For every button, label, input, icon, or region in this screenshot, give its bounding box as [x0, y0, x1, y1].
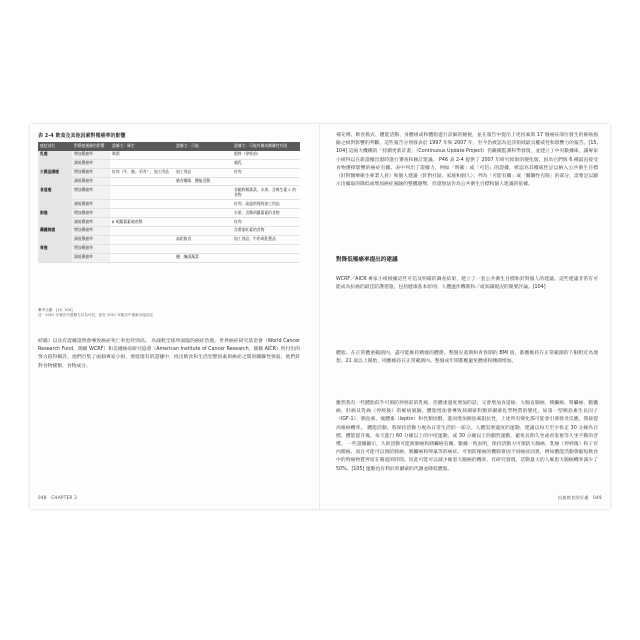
table-cell: 乳癌: [38, 151, 72, 159]
table-cell: [174, 151, 232, 159]
table-cell: 哺乳: [232, 159, 300, 168]
table-cell: 增加罹癌率: [72, 226, 110, 235]
table-cell: 膳食纖維、體能活動: [174, 177, 232, 186]
table-row: [38, 159, 300, 168]
header-evidence-limited: 證據力：可能有關或關聯性有限: [232, 142, 300, 151]
table-cell: 紅肉、高溫料理的加工肉品: [232, 200, 300, 209]
table-header-row: [38, 142, 300, 151]
table-row: [38, 177, 300, 186]
table-body: [38, 151, 300, 262]
table-cell: 增加罹癌率: [72, 151, 110, 159]
header-effect: 對罹癌風險的影響: [72, 142, 110, 151]
right-folio: 抗癌飲食的好處 049: [557, 495, 602, 500]
table-cell: [174, 244, 232, 253]
diet-cancer-table: [38, 142, 300, 263]
table-row: [38, 235, 300, 244]
table-cell: 大腸直腸癌: [38, 168, 72, 177]
table-notes: [38, 308, 153, 319]
header-evidence-convincing: 證據力：確定: [110, 142, 174, 151]
table-cell: [38, 159, 72, 168]
right-page: [320, 124, 610, 509]
table-cell: [38, 217, 72, 226]
table-cell: [232, 253, 300, 262]
section-heading: 對降低罹癌率提出的建議: [336, 257, 398, 263]
table-cell: [232, 244, 300, 253]
book-spread: [30, 124, 610, 509]
table-cell: 喝酒: [110, 151, 174, 159]
table-cell: [38, 200, 72, 209]
table-row: [38, 168, 300, 177]
table-cell: 增加罹癌率: [72, 186, 110, 200]
table-cell: [110, 177, 174, 186]
table-cell: [110, 226, 174, 235]
table-cell: [174, 186, 232, 200]
table-row: [38, 226, 300, 235]
header-evidence-probable: 證據力：可能: [174, 142, 232, 151]
table-cell: [110, 200, 174, 209]
right-paragraph-2: WCRF／AICR 專家小組根據這些可信及明確的調查結果，建立了一套公共衛生目標和針對個人的建議。這些建議非常有可能成為抗癌的最佳防護措施，包括健康基本原則、人體運作機制和／或知識現況的簡要評論。[104]: [336, 277, 598, 291]
table-cell: 肺癌: [38, 209, 72, 218]
table-cell: [38, 177, 72, 186]
table-cell: [110, 244, 174, 253]
table-cell: [110, 209, 174, 218]
left-page: [30, 124, 320, 509]
table-cell: 減低罹癌率: [72, 159, 110, 168]
table-cell: 減低罹癌率: [72, 235, 110, 244]
table-cell: 水果、含類胡蘿蔔素的食物: [232, 209, 300, 218]
table-cell: [38, 235, 72, 244]
table-row: [38, 151, 300, 159]
right-paragraph-4: 雖然我有一些體脂似乎可預防停經前的乳癌，但體重過度增加的話，又會增加食道癌、大腸直腸癌、胰臟癌、腎臟癌、膽囊癌、肝癌及乳癌（停經後）的罹病風險。體脂增加會導致荷爾蒙和類荷爾蒙化學物質的變化，如第一型胰島素生長因子（IGF-1）、胰島素、瘦體素（leptin）和性類固醇，進而增加胰島素阻抗性，上述所有變化都可能會引發發炎反應，間接提高罹癌機率。 體能活動。將保持活動力視為日常生活的一部分。人體需要適度的運動，建議以每天至少快走 30 分鐘為目標，體能提升後，每天進行 60 分鐘以上的中度運動，或 30 分鐘以上的劇烈運動，避免長期久坐或看電視等久坐不動的習慣。 一些證據顯示，久缺活動可能與肺癌和胰臟癌有關。數據一致表明，保持活動力可預防大腸癌、乳癌（停經後）和子宮內膜癌。而且可能可以預防肺癌、胰臟癌和卵巢等的癌症。可預防罹癌的機制會因不同癌症而異，例如體能活動會縮短飲食中的致癌物質停留在腸道的時間。因此可能可以減少罹患大腸癌的機率，有研究發現，活動量大的人罹患大腸癌機率減少了 50%。[105] 運動也有利於荷爾蒙的代謝並降低體脂。: [336, 401, 598, 472]
table-cell: 肥胖（停經前）: [232, 151, 300, 159]
table-cell: [232, 177, 300, 186]
table-cell: [174, 200, 232, 209]
table-row: [38, 253, 300, 262]
table-cell: 紅肉（牛、豬、羊肉）、加工肉品: [110, 168, 174, 177]
table-cell: 攝護腺癌: [38, 226, 72, 235]
table-note-footnote: 註：2007 年報告中證據力評為可信，但在 2011 年報告中重新分組評定: [38, 313, 154, 318]
table-cell: 減低罹癌率: [72, 177, 110, 186]
table-cell: 增加罹癌率: [72, 244, 110, 253]
table-cell: 胃癌: [38, 244, 72, 253]
table-cell: 含番茄紅素的食物: [232, 226, 300, 235]
table-cell: 高鈣飲食: [174, 235, 232, 244]
table-cell: 紅肉: [232, 168, 300, 177]
table-cell: [174, 226, 232, 235]
table-cell: 減低罹癌率: [72, 200, 110, 209]
table-cell: 增加罹癌率: [72, 209, 110, 218]
table-row: [38, 244, 300, 253]
left-folio: 048 CHAPTER 2: [38, 495, 78, 500]
right-paragraph-1: 補充劑、飲食模式、體能活動、身體組成和體脂進行詳細的檢視，並在報告中提出上述因素與 17 個癌症部位發生的罹癌風險之相對影響的判斷。這些報告分別發表於 1997 年和 2007 年，至今仍被認為是該領域最具權威性和影響力的報告。[15, 104] 這兩大機構的「持續更新計畫」（Continuous Update Project）仍繼續監測科學發現，並建立了中央數據庫，讓專家小組得以在新證據出現時進行審查和修訂建議。 P46 表 2-4 提供了 2007 年研究結果的變化版，因為它們與 6 種最直接受食物選擇影響的癌症有關。表中列出了證據力，例如「明確」或「可信」的證據，被認為其權威性足以納入公共衛生目標（針對醫療衛生專業人員）和個人建議（針對社區、家庭和個人）；列為「可能有關」或「關聯性有限」的部分，需要足以顯示出攝取的降低或增加癌症風險的整體趨勢，但還無法作為公共衛生目標和個人建議的依據。: [336, 133, 598, 188]
table-cell: β 胡蘿蔔素補充劑: [110, 217, 174, 226]
table-cell: 鹽、醃漬蔬菜: [174, 253, 232, 262]
table-cell: [38, 253, 72, 262]
right-paragraph-3: 體脂。在正常體重範圍內，盡可能維持精瘦的體態。整個兒童期和青春期的 BMI 值，都應維持在正常範圍的下限附近為理想，21 歲以上開始，則應維持在正常範圍內。整個成年期都應避免體重和腰圍增加。: [336, 351, 598, 365]
table-cell: 增加罹癌率: [72, 168, 110, 177]
table-cell: 非澱粉類蔬菜、水果、含維生素 C 的食物: [232, 186, 300, 200]
table-cell: [110, 159, 174, 168]
table-cell: 加工肉品、牛奶或乳製品: [232, 235, 300, 244]
table-row: [38, 209, 300, 218]
table-cell: [110, 235, 174, 244]
table-cell: [174, 217, 232, 226]
table-row: [38, 200, 300, 209]
table-cell: [110, 186, 174, 200]
left-body-text: 結腸）以及有證據證明會導致癌症死亡率也特別高。 為減輕全球所面臨的癌症負擔，世界癌症研究基金會（World Cancer Research Fund，簡稱 WCRF）和美國癌症研究協會（American Institute of Cancer Research，簡稱 AICR）所付出的努力值得稱許，他們召集了兩個專家小組，要從現有的證據中，找出飲食和生活型態因素與癌症之間的關聯性強弱，他們針對食物種類、食物成分、: [38, 339, 300, 369]
table-row: [38, 186, 300, 200]
table-cell: 減低罹癌率: [72, 217, 110, 226]
table-cell: 減低罹癌率: [72, 253, 110, 262]
table-title: 表 2-4 飲食及其他因素對罹癌率的影響: [38, 133, 126, 139]
table-cell: 紅肉: [232, 217, 300, 226]
header-site: 癌症部位: [38, 142, 72, 151]
table-cell: 食道癌: [38, 186, 72, 200]
table-note-references: 參考文獻：[15, 104]: [38, 308, 73, 312]
table-row: [38, 217, 300, 226]
table-cell: [110, 253, 174, 262]
table-cell: [174, 209, 232, 218]
table-cell: 加工肉品: [174, 168, 232, 177]
table-cell: [174, 159, 232, 168]
